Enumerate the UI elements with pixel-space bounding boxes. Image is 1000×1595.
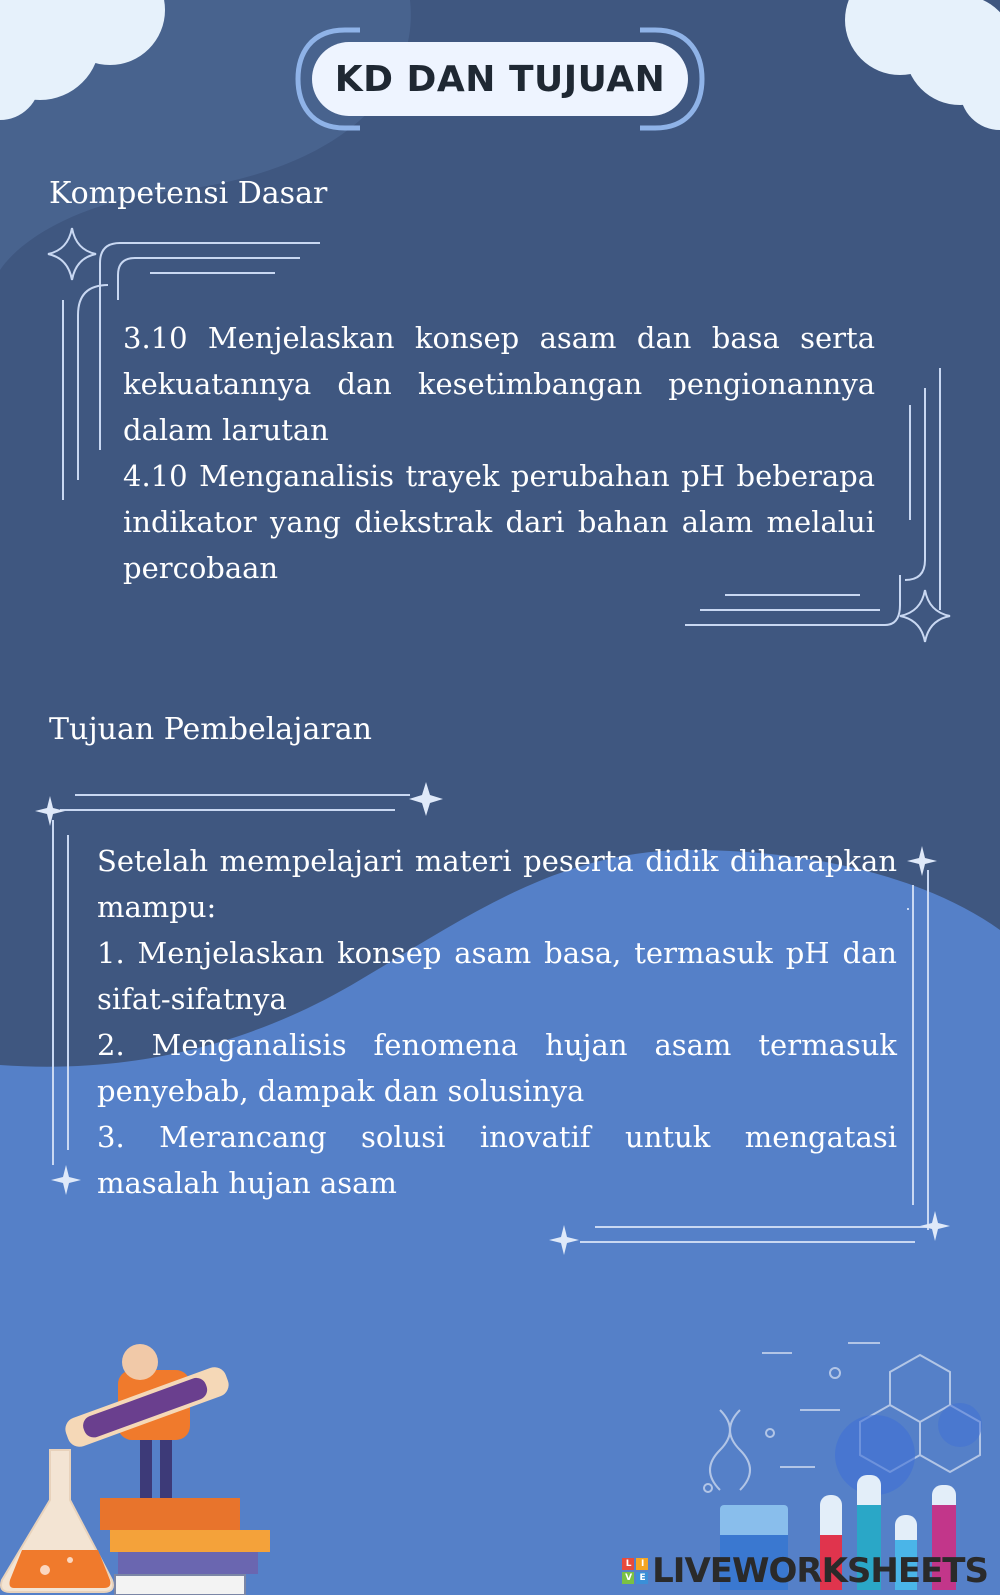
kompetensi-heading: Kompetensi Dasar [49,176,328,211]
tujuan-list [97,838,897,1206]
tujuan-item: 2. Menganalisis fenomena hujan asam termasuk penyebab, dampak dan solusinya [97,1028,897,1108]
watermark-text: LIVEWORKSHEETS [652,1551,988,1591]
tujuan-item: 3. Merancang solusi inovatif untuk mengatasi masalah hujan asam [97,1120,897,1200]
kompetensi-item: 3.10 Menjelaskan konsep asam dan basa serta kekuatannya dan kesetimbangan pengionannya dalam larutan [123,321,875,447]
liveworksheets-logo-icon: L I V E [622,1558,648,1584]
kompetensi-item: 4.10 Menganalisis trayek perubahan pH beberapa indikator yang diekstrak dari bahan alam melalui percobaan [123,459,875,585]
page-title: KD DAN TUJUAN [312,42,688,116]
cloud-top-right [845,0,1000,130]
kompetensi-list [123,315,875,591]
tujuan-item: 1. Menjelaskan konsep asam basa, termasuk pH dan sifat-sifatnya [97,936,897,1016]
tujuan-intro: Setelah mempelajari materi peserta didik diharapkan mampu: [97,844,897,924]
tujuan-heading: Tujuan Pembelajaran [49,712,372,747]
liveworksheets-watermark[interactable] [622,1551,988,1591]
